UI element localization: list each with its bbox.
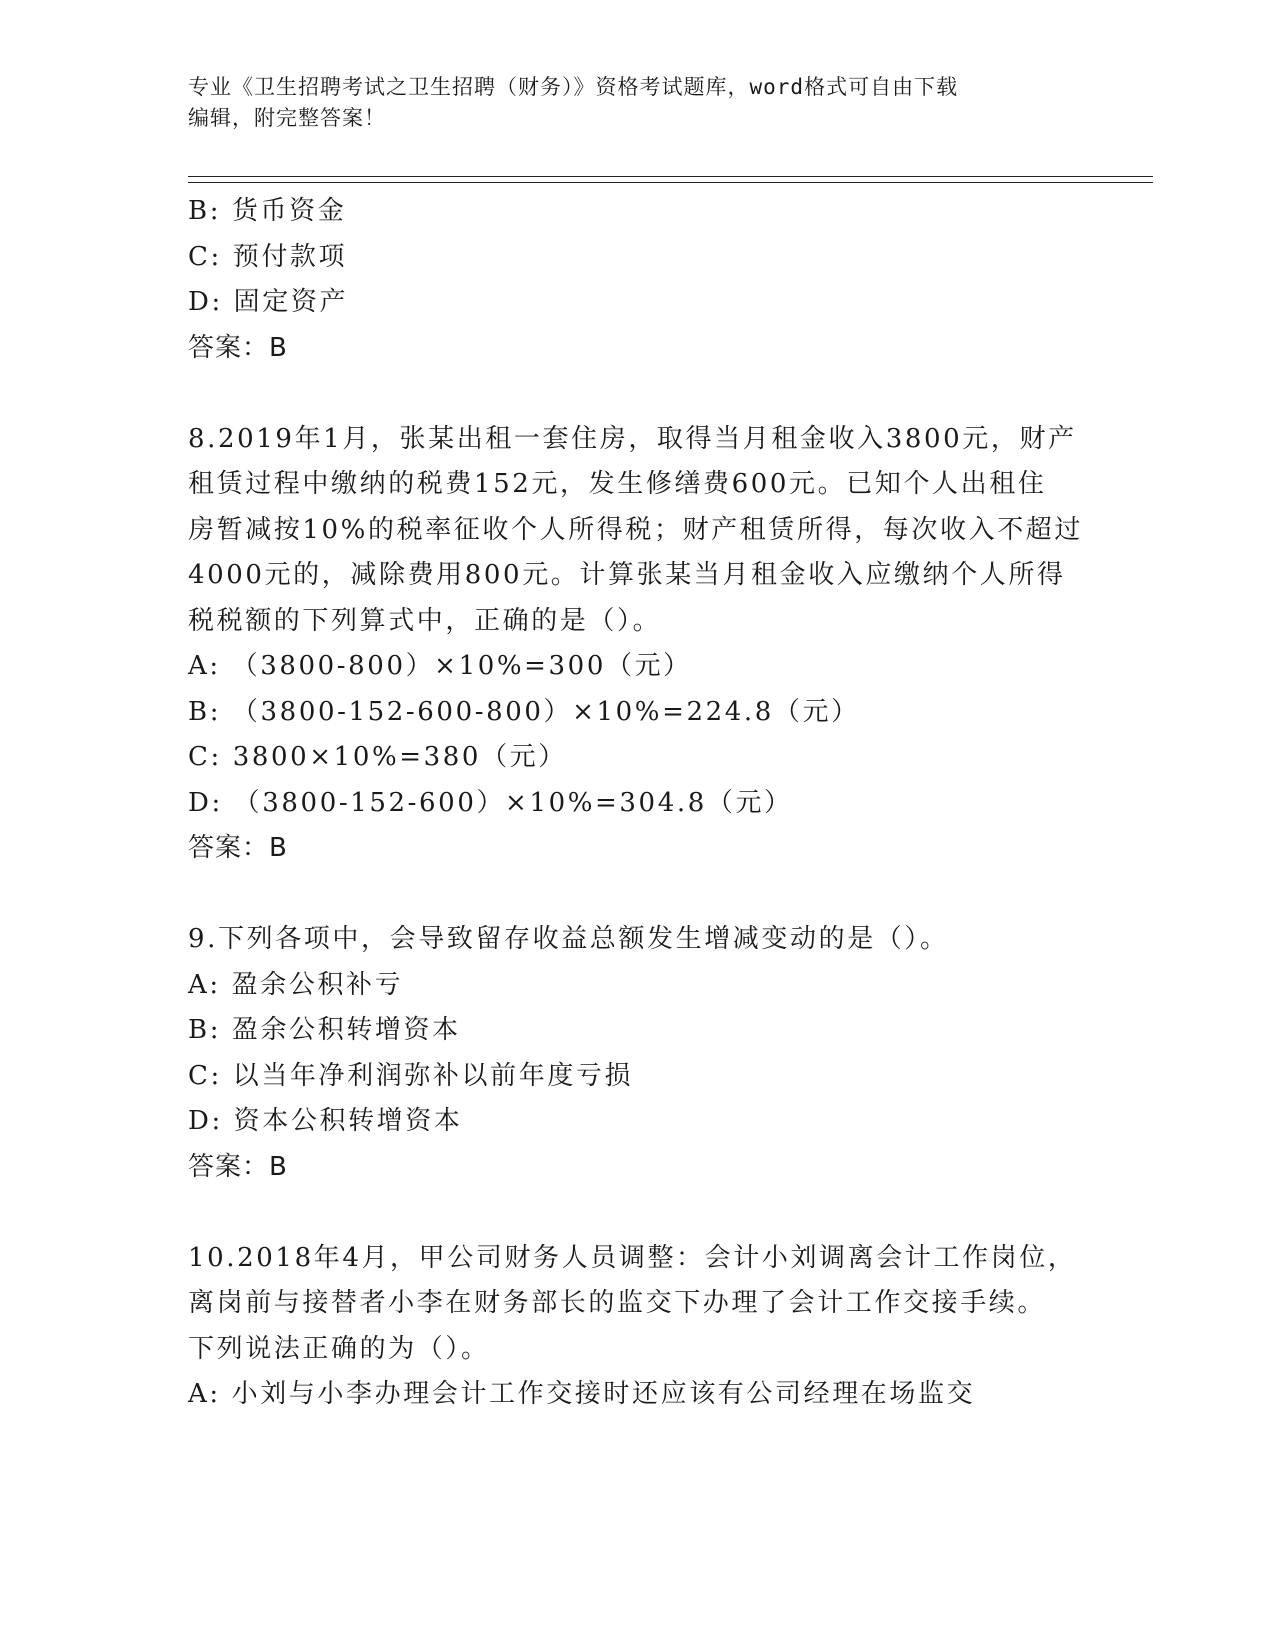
header-line: 专业《卫生招聘考试之卫生招聘（财务）》资格考试题库，word格式可自由下载: [188, 75, 959, 99]
document-body: [188, 189, 1088, 1418]
question-stem: 10.2018年4月，甲公司财务人员调整：会计小刘调离会计工作岗位，: [188, 1242, 1077, 1273]
question-stem: 4000元的，减除费用800元。计算张某当月租金收入应缴纳个人所得: [188, 560, 1066, 590]
option-d: D: 资本公积转增资本: [188, 1106, 463, 1136]
question-10: [188, 1236, 1088, 1418]
option-a: A: 盈余公积补亏: [188, 969, 404, 1000]
question-stem: 离岗前与接替者小李在财务部长的监交下办理了会计工作交接手续。: [188, 1288, 1047, 1318]
option-a: A: 小刘与小李办理会计工作交接时还应该有公司经理在场监交: [188, 1379, 976, 1409]
option-c: C: 3800×10%=380（元）: [188, 742, 567, 772]
question-stem: 房暂减按10%的税率征收个人所得税；财产租赁所得，每次收入不超过: [188, 514, 1083, 545]
option-d: D: （3800-152-600）×10%=304.8（元）: [188, 787, 793, 818]
option-b: B: 货币资金: [188, 196, 347, 226]
document-header: [188, 72, 1068, 134]
option-d: D: 固定资产: [188, 287, 349, 317]
answer: 答案：B: [188, 1151, 288, 1182]
answer: 答案：B: [188, 833, 288, 863]
option-a: A: （3800-800）×10%=300（元）: [188, 651, 692, 681]
option-c: C: 预付款项: [188, 241, 348, 272]
question-8: [188, 417, 1088, 872]
question-stem: 税税额的下列算式中，正确的是（）。: [188, 605, 662, 636]
answer: 答案：B: [188, 332, 288, 363]
question-stem: 租赁过程中缴纳的税费152元，发生修缮费600元。已知个人出租住: [188, 469, 1047, 499]
question-stem: 下列说法正确的为（）。: [188, 1333, 490, 1364]
header-divider: [188, 182, 1153, 183]
question-7: [188, 189, 1088, 371]
header-divider: [188, 176, 1153, 177]
question-stem: 9.下列各项中，会导致留存收益总额发生增减变动的是（）。: [188, 924, 949, 954]
option-b: B: 盈余公积转增资本: [188, 1015, 461, 1045]
question-stem: 8.2019年1月，张某出租一套住房，取得当月租金收入3800元，财产: [188, 423, 1077, 454]
option-c: C: 以当年净利润弥补以前年度亏损: [188, 1060, 634, 1091]
option-b: B: （3800-152-600-800）×10%=224.8（元）: [188, 696, 860, 727]
header-line: 编辑，附完整答案！: [188, 106, 386, 130]
question-9: [188, 917, 1088, 1190]
